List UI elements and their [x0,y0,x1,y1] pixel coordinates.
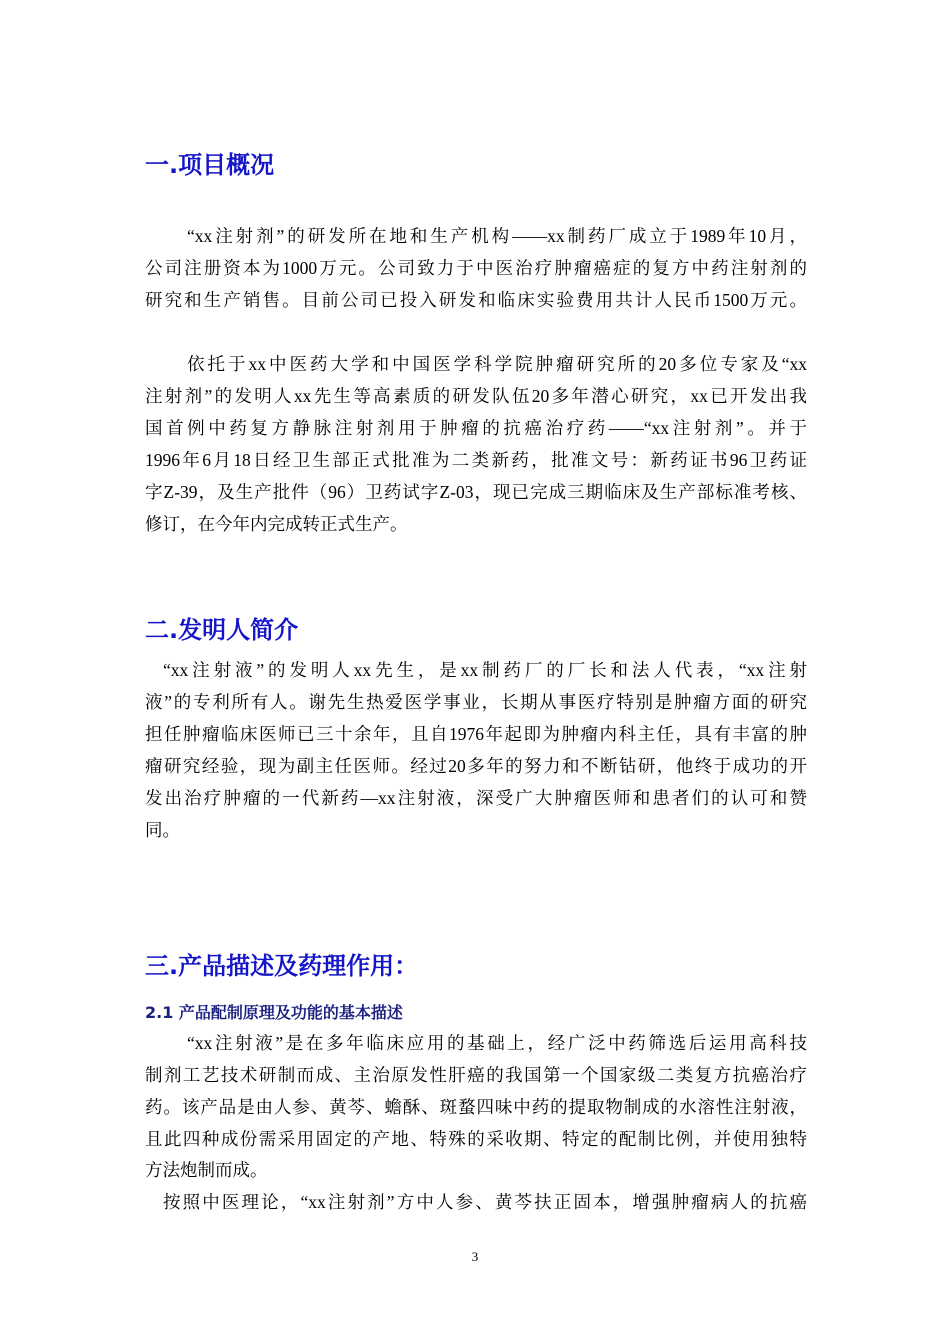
text-line: 液”的专利所有人。谢先生热爱医学事业，长期从事医疗特别是肿瘤方面的研究 [145,692,807,712]
text-line: “xx注射液”的发明人xx先生，是xx制药厂的厂长和法人代表，“xx注射 [163,660,807,680]
text-line: 方法炮制而成。 [145,1160,268,1180]
text-line: 1996年6月18日经卫生部正式批准为二类新药，批准文号：新药证书96卫药证 [145,450,807,470]
section-2-heading: 二.发明人简介 [145,616,299,644]
text-line: 瘤研究经验，现为副主任医师。经过20多年的努力和不断钻研，他终于成功的开 [145,756,807,776]
text-line: 国首例中药复方静脉注射剂用于肿瘤的抗癌治疗药——“xx注射剂”。并于 [145,418,807,438]
text-line: 担任肿瘤临床医师已三十余年，且自1976年起即为肿瘤内科主任，具有丰富的肿 [145,724,807,744]
text-line: 同。 [145,820,180,840]
text-line: 公司注册资本为1000万元。公司致力于中医治疗肿瘤癌症的复方中药注射剂的 [145,258,807,278]
text-line: 药。该产品是由人参、黄芩、蟾酥、斑蝥四味中药的提取物制成的水溶性注射液， [145,1097,807,1117]
text-line: 按照中医理论，“xx注射剂”方中人参、黄芩扶正固本，增强肿瘤病人的抗癌 [163,1192,807,1212]
text-line: 依托于xx中医药大学和中国医学科学院肿瘤研究所的20多位专家及“xx [187,354,807,374]
text-line: 注射剂”的发明人xx先生等高素质的研发队伍20多年潜心研究，xx已开发出我 [145,386,807,406]
text-line: 且此四种成份需采用固定的产地、特殊的采收期、特定的配制比例，并使用独特 [145,1129,807,1149]
text-line: 修订，在今年内完成转正式生产。 [145,514,408,534]
text-line: 字Z-39，及生产批件（96）卫药试字Z-03，现已完成三期临床及生产部标准考核、 [145,482,807,502]
text-line: 研究和生产销售。目前公司已投入研发和临床实验费用共计人民币1500万元。 [145,290,807,310]
section-3-subheading: 2.1 产品配制原理及功能的基本描述 [145,1003,403,1022]
text-line: “xx注射剂”的研发所在地和生产机构——xx制药厂成立于1989年10月， [187,226,807,246]
section-1-heading: 一.项目概况 [145,151,275,179]
text-line: 发出治疗肿瘤的一代新药—xx注射液，深受广大肿瘤医师和患者们的认可和赞 [145,788,807,808]
text-line: “xx注射液”是在多年临床应用的基础上，经广泛中药筛选后运用高科技 [187,1033,807,1053]
page-number: 3 [471,1249,479,1264]
text-line: 制剂工艺技术研制而成、主治原发性肝癌的我国第一个国家级二类复方抗癌治疗 [145,1065,807,1085]
section-3-heading: 三.产品描述及药理作用： [145,952,419,980]
